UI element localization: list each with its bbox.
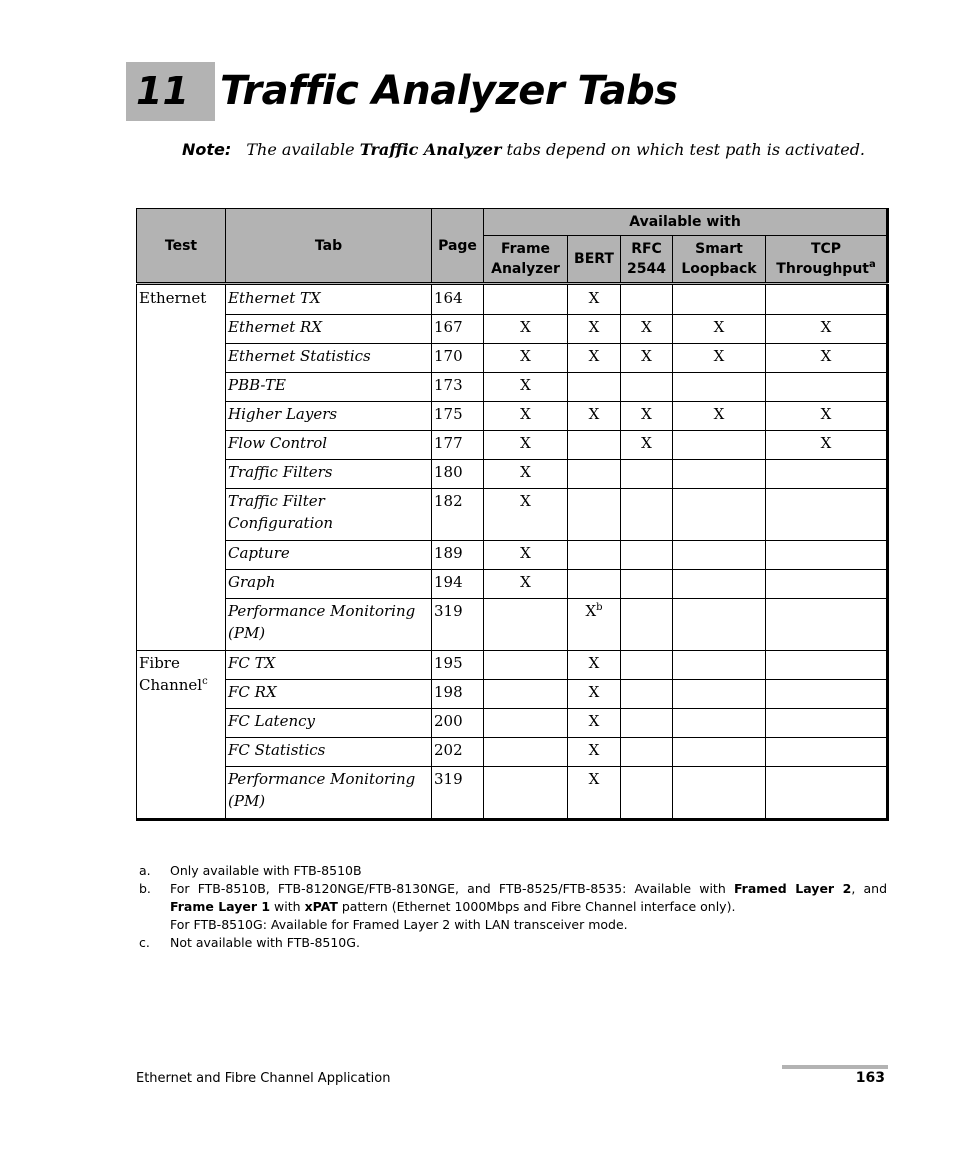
table-row: [137, 651, 888, 680]
tcp-cell: X: [766, 431, 888, 460]
smart-loopback-cell: [673, 651, 766, 680]
footnote-label: b.: [139, 881, 151, 896]
footnote-label: a.: [139, 863, 151, 878]
frame-analyzer-cell: X: [484, 402, 568, 431]
rfc-cell: X: [621, 315, 673, 344]
page-cell: 173: [432, 373, 484, 402]
frame-analyzer-cell: X: [484, 570, 568, 599]
tcp-cell: [766, 570, 888, 599]
group-ethernet: Ethernet: [137, 284, 226, 651]
bert-cell: [568, 541, 621, 570]
frame-analyzer-cell: X: [484, 460, 568, 489]
group-fibre-channel: Fibre Channel$^c$: [137, 651, 226, 820]
rfc-cell: [621, 767, 673, 820]
bert-cell: X: [568, 315, 621, 344]
header-smart-loopback: Smart Loopback: [673, 236, 766, 284]
tab-cell: Ethernet Statistics: [226, 344, 432, 373]
tcp-cell: [766, 680, 888, 709]
page-cell: 164: [432, 284, 484, 315]
footnotes: [139, 862, 887, 952]
bert-cell: [568, 431, 621, 460]
tcp-cell: [766, 651, 888, 680]
table-row: [137, 570, 888, 599]
table-row: [137, 315, 888, 344]
note-bold-text: Traffic Analyzer: [359, 140, 502, 159]
footnote-a: [139, 862, 887, 880]
table-row: [137, 767, 888, 820]
frame-analyzer-cell: [484, 709, 568, 738]
tcp-cell: X: [766, 344, 888, 373]
header-bert: BERT: [568, 236, 621, 284]
tab-cell: Graph: [226, 570, 432, 599]
tab-cell: PBB-TE: [226, 373, 432, 402]
rfc-cell: [621, 284, 673, 315]
page-cell: 189: [432, 541, 484, 570]
page-cell: 319: [432, 599, 484, 651]
bert-cell: $X^b$: [568, 599, 621, 651]
tab-cell: FC Latency: [226, 709, 432, 738]
page-cell: 198: [432, 680, 484, 709]
frame-analyzer-cell: X: [484, 344, 568, 373]
tcp-cell: [766, 709, 888, 738]
smart-loopback-cell: [673, 541, 766, 570]
bert-cell: X: [568, 738, 621, 767]
tcp-cell: [766, 738, 888, 767]
smart-loopback-cell: [673, 767, 766, 820]
smart-loopback-cell: X: [673, 315, 766, 344]
tcp-cell: [766, 767, 888, 820]
tab-cell: Higher Layers: [226, 402, 432, 431]
tcp-cell: [766, 373, 888, 402]
header-tab: Tab: [226, 209, 432, 284]
tab-cell: FC RX: [226, 680, 432, 709]
bert-cell: X: [568, 680, 621, 709]
table-row: [137, 738, 888, 767]
rfc-cell: [621, 570, 673, 599]
frame-analyzer-cell: [484, 284, 568, 315]
tab-cell: Capture: [226, 541, 432, 570]
table-row: [137, 709, 888, 738]
note-text-after: tabs depend on which test path is activated.: [506, 140, 866, 159]
tcp-cell: [766, 284, 888, 315]
frame-analyzer-cell: X: [484, 315, 568, 344]
footnote-text: Not available with FTB-8510G.: [170, 935, 360, 950]
table-row: [137, 431, 888, 460]
table-row: [137, 460, 888, 489]
tcp-cell: [766, 541, 888, 570]
header-available-with: Available with: [484, 209, 888, 236]
footer-title: Ethernet and Fibre Channel Application: [136, 1071, 391, 1086]
frame-analyzer-cell: X: [484, 489, 568, 541]
tab-cell: Traffic Filters: [226, 460, 432, 489]
tab-cell: Traffic Filter Configuration: [226, 489, 432, 541]
smart-loopback-cell: [673, 680, 766, 709]
tab-cell: FC TX: [226, 651, 432, 680]
page-cell: 182: [432, 489, 484, 541]
page-cell: 319: [432, 767, 484, 820]
bert-cell: X: [568, 767, 621, 820]
page-cell: 202: [432, 738, 484, 767]
table-row: [137, 373, 888, 402]
bert-cell: [568, 460, 621, 489]
header-page: Page: [432, 209, 484, 284]
bert-cell: [568, 570, 621, 599]
frame-analyzer-cell: [484, 651, 568, 680]
footnote-c: [139, 934, 887, 952]
header-rfc-2544: RFC 2544: [621, 236, 673, 284]
footnote-text: Only available with FTB-8510B: [170, 863, 362, 878]
smart-loopback-cell: [673, 599, 766, 651]
smart-loopback-cell: [673, 373, 766, 402]
smart-loopback-cell: X: [673, 344, 766, 373]
page-cell: 200: [432, 709, 484, 738]
tab-cell: Ethernet TX: [226, 284, 432, 315]
smart-loopback-cell: [673, 489, 766, 541]
table-row: [137, 402, 888, 431]
rfc-cell: [621, 460, 673, 489]
tab-cell: Ethernet RX: [226, 315, 432, 344]
rfc-cell: X: [621, 431, 673, 460]
tcp-cell: X: [766, 402, 888, 431]
tab-cell: Performance Monitoring (PM): [226, 599, 432, 651]
smart-loopback-cell: [673, 570, 766, 599]
table-row: [137, 599, 888, 651]
frame-analyzer-cell: [484, 738, 568, 767]
bert-cell: [568, 373, 621, 402]
rfc-cell: [621, 680, 673, 709]
rfc-cell: [621, 599, 673, 651]
table-row: [137, 680, 888, 709]
table-row: [137, 489, 888, 541]
note: [182, 140, 902, 159]
note-label: Note:: [182, 140, 232, 159]
bert-cell: X: [568, 651, 621, 680]
bert-cell: X: [568, 284, 621, 315]
footnote-text: For FTB-8510B, FTB-8120NGE/FTB-8130NGE, and FTB-8525/FTB-8535: Available with Framed Layer 2, and Frame Layer 1 with xPAT pattern (Ethernet 1000Mbps and Fibre Channel interface only). For FTB-8510G: Available for Framed Layer 2 with LAN transceiver mode.: [170, 881, 888, 932]
tab-cell: Flow Control: [226, 431, 432, 460]
tab-cell: Performance Monitoring (PM): [226, 767, 432, 820]
tcp-cell: [766, 460, 888, 489]
frame-analyzer-cell: X: [484, 431, 568, 460]
traffic-analyzer-tabs-table: [136, 208, 889, 821]
tcp-cell: [766, 489, 888, 541]
header-tcp-throughput: TCP Throughput$^a$: [766, 236, 888, 284]
chapter-number: 11: [126, 62, 215, 121]
tab-cell: FC Statistics: [226, 738, 432, 767]
page-cell: 167: [432, 315, 484, 344]
tcp-cell: X: [766, 315, 888, 344]
rfc-cell: X: [621, 402, 673, 431]
note-text-before: The available: [246, 140, 355, 159]
rfc-cell: [621, 541, 673, 570]
bert-cell: [568, 489, 621, 541]
frame-analyzer-cell: [484, 680, 568, 709]
chapter-title: Traffic Analyzer Tabs: [220, 68, 678, 114]
footnote-label: c.: [139, 935, 150, 950]
page-cell: 180: [432, 460, 484, 489]
rfc-cell: [621, 738, 673, 767]
page-cell: 170: [432, 344, 484, 373]
footer-rule: [782, 1065, 888, 1069]
smart-loopback-cell: [673, 738, 766, 767]
page-number: 163: [855, 1070, 885, 1086]
bert-cell: X: [568, 402, 621, 431]
smart-loopback-cell: [673, 284, 766, 315]
header-frame-analyzer: Frame Analyzer: [484, 236, 568, 284]
smart-loopback-cell: [673, 709, 766, 738]
bert-cell: X: [568, 709, 621, 738]
table-row: [137, 284, 888, 315]
rfc-cell: X: [621, 344, 673, 373]
frame-analyzer-cell: [484, 767, 568, 820]
bert-cell: X: [568, 344, 621, 373]
smart-loopback-cell: [673, 460, 766, 489]
tcp-cell: [766, 599, 888, 651]
frame-analyzer-cell: [484, 599, 568, 651]
rfc-cell: [621, 489, 673, 541]
table-row: [137, 541, 888, 570]
page-cell: 177: [432, 431, 484, 460]
page-cell: 175: [432, 402, 484, 431]
rfc-cell: [621, 373, 673, 402]
table-row: [137, 344, 888, 373]
footnote-b: [139, 880, 887, 934]
rfc-cell: [621, 651, 673, 680]
frame-analyzer-cell: X: [484, 541, 568, 570]
smart-loopback-cell: [673, 431, 766, 460]
frame-analyzer-cell: X: [484, 373, 568, 402]
rfc-cell: [621, 709, 673, 738]
page-cell: 194: [432, 570, 484, 599]
smart-loopback-cell: X: [673, 402, 766, 431]
header-test: Test: [137, 209, 226, 284]
page-cell: 195: [432, 651, 484, 680]
